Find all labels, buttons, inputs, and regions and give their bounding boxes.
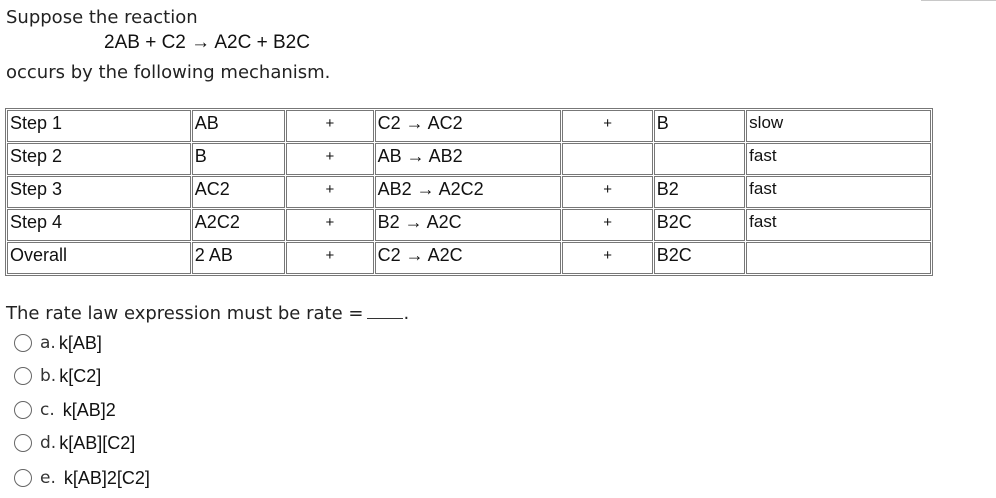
intro-line-1: Suppose the reaction	[6, 7, 198, 28]
step-label: Step 2	[7, 143, 191, 175]
rate-cell: fast	[746, 176, 931, 208]
plus-cell: +	[286, 209, 373, 241]
rate-cell: slow	[746, 110, 931, 142]
choice-expression: k[AB]2	[62, 399, 116, 420]
plus-cell: +	[286, 143, 373, 175]
product-cell: B2C	[654, 209, 745, 241]
choice-letter: b.	[40, 366, 57, 386]
rate-cell: fast	[746, 143, 931, 175]
step-label: Step 4	[7, 209, 191, 241]
plus-cell: +	[562, 209, 652, 241]
reactant-cell: B	[192, 143, 285, 175]
plus-cell: +	[286, 110, 373, 142]
answer-blank	[367, 305, 403, 319]
mechanism-table	[5, 108, 933, 276]
radio-button-icon[interactable]	[14, 401, 32, 419]
reaction-cell: C2 → AC2	[375, 110, 562, 142]
choice-expression: k[AB]	[58, 332, 102, 353]
radio-button-icon[interactable]	[14, 367, 32, 385]
choice-letter: d.	[40, 433, 57, 453]
table-row	[7, 209, 931, 241]
reaction-cell: AB → AB2	[375, 143, 562, 175]
plus-cell: +	[562, 110, 652, 142]
reaction-cell: B2 → A2C	[375, 209, 562, 241]
reaction-cell: AB2 → A2C2	[375, 176, 562, 208]
choice-expression: k[AB]2[C2]	[63, 467, 150, 488]
choice-e-option[interactable]	[14, 464, 150, 492]
radio-button-icon[interactable]	[14, 434, 32, 452]
table-row	[7, 110, 931, 142]
table-row	[7, 242, 931, 274]
intro-line-2: occurs by the following mechanism.	[6, 62, 331, 83]
choice-letter: c.	[40, 400, 55, 420]
reactant-cell: 2 AB	[192, 242, 285, 274]
table-row	[7, 143, 931, 175]
question-prompt: The rate law expression must be rate =	[6, 303, 364, 324]
plus-cell: +	[562, 242, 652, 274]
product-cell	[654, 143, 745, 175]
choice-d-option[interactable]	[14, 429, 135, 457]
reactant-cell: A2C2	[192, 209, 285, 241]
choice-a-option[interactable]	[14, 329, 102, 357]
choice-expression: k[AB][C2]	[59, 432, 136, 453]
plus-cell	[562, 143, 652, 175]
radio-button-icon[interactable]	[14, 334, 32, 352]
product-cell: B	[654, 110, 745, 142]
product-cell: B2C	[654, 242, 745, 274]
choice-b-option[interactable]	[14, 362, 101, 390]
choice-c-option[interactable]	[14, 396, 116, 424]
radio-button-icon[interactable]	[14, 469, 32, 487]
choice-letter: a.	[40, 333, 56, 353]
rate-cell: fast	[746, 209, 931, 241]
product-cell: B2	[654, 176, 745, 208]
step-label: Step 1	[7, 110, 191, 142]
overall-reaction-equation: 2AB + C2 → A2C + B2C	[104, 32, 310, 53]
choice-letter: e.	[40, 468, 56, 488]
reaction-cell: C2 → A2C	[375, 242, 562, 274]
question-text	[6, 303, 409, 325]
step-label: Overall	[7, 242, 191, 274]
reactant-cell: AB	[192, 110, 285, 142]
step-label: Step 3	[7, 176, 191, 208]
table-row	[7, 176, 931, 208]
plus-cell: +	[562, 176, 652, 208]
rate-cell	[746, 242, 931, 274]
reactant-cell: AC2	[192, 176, 285, 208]
plus-cell: +	[286, 242, 373, 274]
question-period: .	[403, 303, 410, 324]
choice-expression: k[C2]	[59, 365, 102, 386]
plus-cell: +	[286, 176, 373, 208]
top-divider	[921, 0, 996, 1]
